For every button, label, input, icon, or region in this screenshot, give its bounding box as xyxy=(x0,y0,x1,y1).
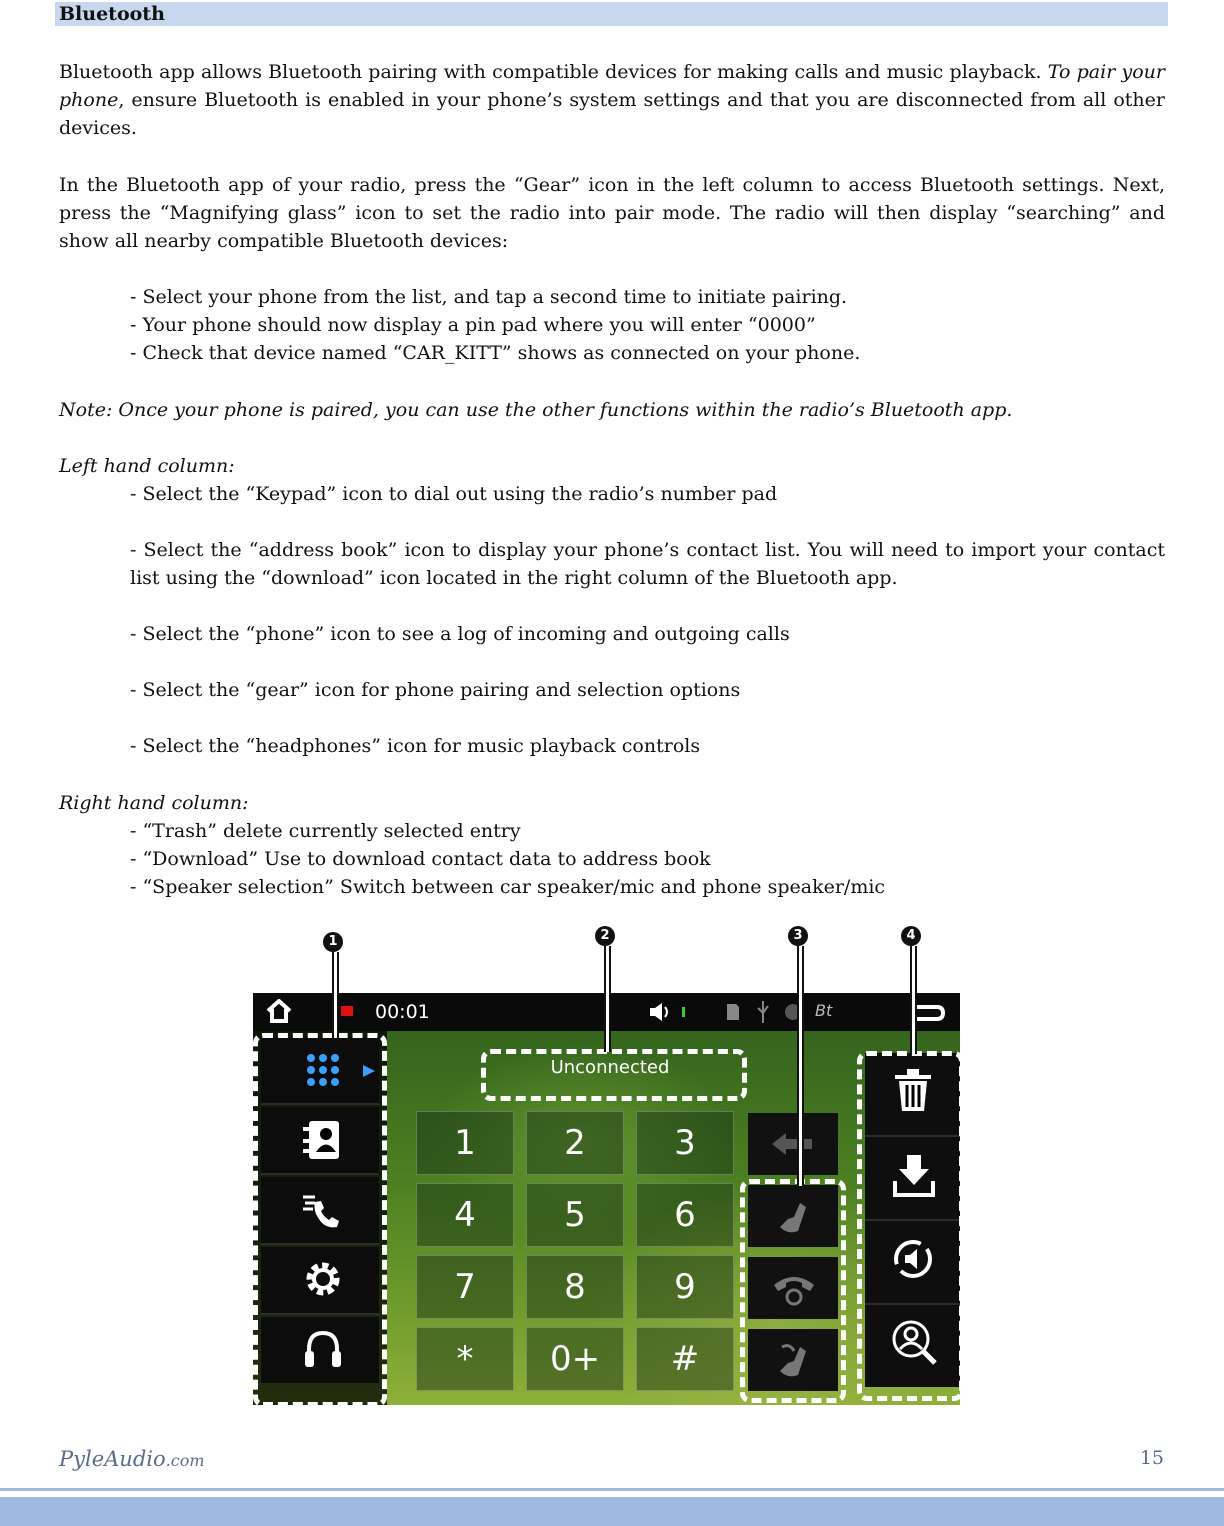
leader-line-4 xyxy=(910,946,917,1054)
left-item-address-book: - Select the “address book” icon to display your phone’s contact list. You will need to import your contact list using the “download” icon located in the right column of the Bluetooth app. xyxy=(130,539,1165,589)
bluetooth-status: Bt xyxy=(815,1001,833,1020)
highlight-left-column xyxy=(253,1033,387,1405)
page-number: 15 xyxy=(1139,1447,1164,1469)
section-header xyxy=(55,2,1168,26)
bluetooth-app-screenshot xyxy=(253,993,960,1405)
key-4[interactable]: 4 xyxy=(416,1183,514,1247)
backspace-icon xyxy=(772,1131,814,1157)
callout-2: 2 xyxy=(595,926,615,946)
intro-italic: To pair your phone xyxy=(59,61,1165,111)
left-item-keypad: - Select the “Keypad” icon to dial out using the radio’s number pad xyxy=(130,483,778,505)
home-icon xyxy=(266,999,292,1023)
note: Note: Once your phone is paired, you can use the other functions within the radio’s Bluetooth app. xyxy=(59,399,1013,421)
footer-brand-suffix: .com xyxy=(165,1451,205,1470)
pairing-paragraph: In the Bluetooth app of your radio, press the “Gear” icon in the left column to access Bluetooth settings. Next, press the “Magnifying glass” icon to set the radio into pair mode. The radio will then display “searching” and show all nearby compatible Bluetooth devices: xyxy=(59,174,1165,252)
footer-brand xyxy=(59,1447,205,1471)
key-5[interactable]: 5 xyxy=(526,1183,624,1247)
callout-4: 4 xyxy=(901,926,921,946)
key-9[interactable]: 9 xyxy=(636,1255,734,1319)
leader-line-3 xyxy=(797,946,804,1186)
intro-text-end: , ensure Bluetooth is enabled in your phone’s system settings and that you are disconnected from all other devices. xyxy=(59,89,1165,139)
backspace-button[interactable] xyxy=(748,1113,838,1175)
callout-3: 3 xyxy=(788,926,808,946)
left-column-heading: Left hand column: xyxy=(59,455,235,477)
highlight-call-controls xyxy=(740,1179,846,1403)
leader-line-1 xyxy=(332,952,339,1038)
usb-icon xyxy=(755,1000,771,1024)
key-2[interactable]: 2 xyxy=(526,1111,624,1175)
call-timer: 00:01 xyxy=(375,1001,430,1023)
highlight-status-text xyxy=(481,1049,747,1101)
key-6[interactable]: 6 xyxy=(636,1183,734,1247)
flag-icon xyxy=(341,1006,353,1016)
right-item-trash: - “Trash” delete currently selected entry xyxy=(130,820,521,842)
step-3: - Check that device named “CAR_KITT” shows as connected on your phone. xyxy=(130,342,861,364)
key-0[interactable]: 0+ xyxy=(526,1327,624,1391)
leader-line-2 xyxy=(604,946,611,1052)
highlight-right-column xyxy=(857,1051,960,1401)
footer-line xyxy=(0,1488,1224,1491)
key-star[interactable]: * xyxy=(416,1327,514,1391)
step-1: - Select your phone from the list, and tap a second time to initiate pairing. xyxy=(130,286,848,308)
left-item-phone: - Select the “phone” icon to see a log of incoming and outgoing calls xyxy=(130,623,790,645)
key-1[interactable]: 1 xyxy=(416,1111,514,1175)
key-7[interactable]: 7 xyxy=(416,1255,514,1319)
footer-bar xyxy=(0,1497,1224,1526)
step-2: - Your phone should now display a pin pad where you will enter “0000” xyxy=(130,314,816,336)
callout-1: 1 xyxy=(323,932,343,952)
key-hash[interactable]: # xyxy=(636,1327,734,1391)
sd-card-icon xyxy=(725,1002,741,1022)
footer-brand-name: PyleAudio xyxy=(59,1447,166,1471)
key-3[interactable]: 3 xyxy=(636,1111,734,1175)
connection-status: Unconnected xyxy=(550,1057,670,1078)
intro-text: Bluetooth app allows Bluetooth pairing with compatible devices for making calls and music playback. xyxy=(59,61,1048,83)
volume-icon xyxy=(648,1003,690,1021)
right-item-download: - “Download” Use to download contact data to address book xyxy=(130,848,711,870)
section-title: Bluetooth xyxy=(59,3,165,25)
right-column-heading: Right hand column: xyxy=(59,792,249,814)
left-item-gear: - Select the “gear” icon for phone pairing and selection options xyxy=(130,679,741,701)
intro-paragraph xyxy=(59,58,1165,142)
right-item-speaker: - “Speaker selection” Switch between car speaker/mic and phone speaker/mic xyxy=(130,876,886,898)
left-item-headphones: - Select the “headphones” icon for music playback controls xyxy=(130,735,701,757)
key-8[interactable]: 8 xyxy=(526,1255,624,1319)
